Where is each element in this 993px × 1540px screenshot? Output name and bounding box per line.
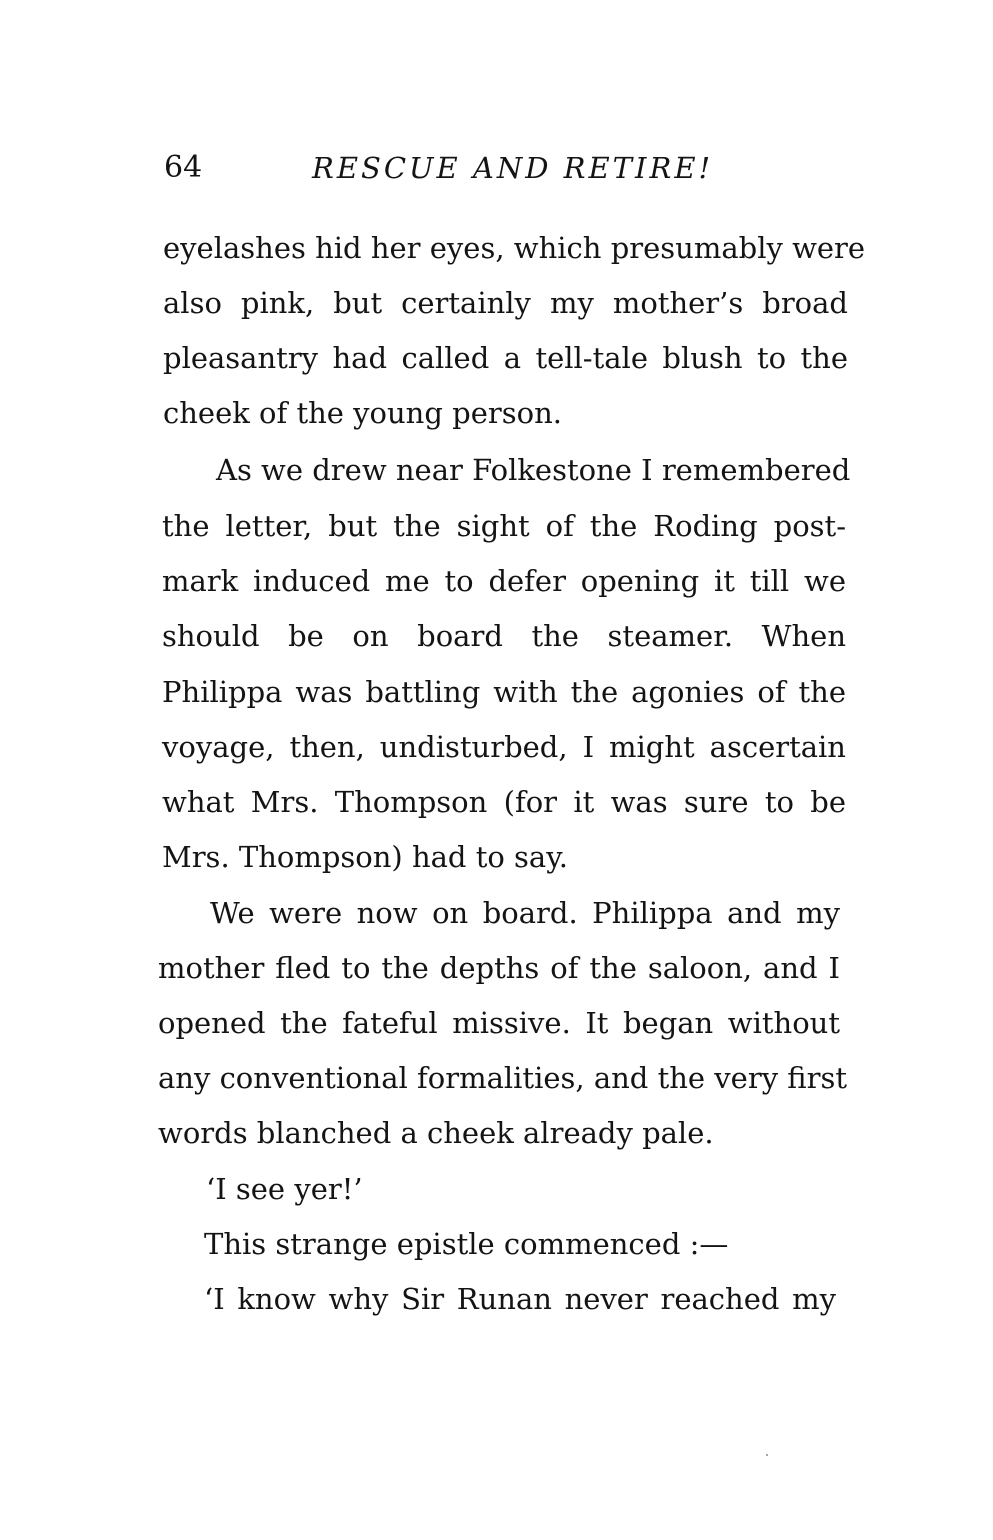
text-line: mother fled to the depths of the saloon, and I <box>158 951 840 985</box>
text-line: opened the fateful missive. It began without <box>158 1006 840 1040</box>
running-title: RESCUE AND RETIRE! <box>312 151 714 185</box>
text-line: Mrs. Thompson) had to say. <box>162 840 568 874</box>
text-line: mark induced me to defer opening it till we <box>162 564 846 598</box>
scan-speck <box>766 1454 768 1456</box>
text-line: what Mrs. Thompson (for it was sure to be <box>162 785 846 819</box>
text-line: eyelashes hid her eyes, which presumably were <box>163 231 866 265</box>
text-line: words blanched a cheek already pale. <box>158 1116 714 1150</box>
text-line: also pink, but certainly my mother’s broad <box>163 286 848 320</box>
page-number: 64 <box>164 150 203 185</box>
text-line: the letter, but the sight of the Roding post- <box>162 509 846 543</box>
text-line: ‘I see yer!’ <box>206 1172 363 1206</box>
text-line: voyage, then, undisturbed, I might ascertain <box>162 730 846 764</box>
text-line: As we drew near Folkestone I remembered <box>216 453 851 487</box>
text-line: This strange epistle commenced :— <box>204 1227 729 1261</box>
text-line: We were now on board. Philippa and my <box>210 896 840 930</box>
text-line: should be on board the steamer. When <box>162 619 846 653</box>
text-line: any conventional formalities, and the very first <box>158 1061 848 1095</box>
text-line: cheek of the young person. <box>163 396 562 430</box>
text-line: ‘I know why Sir Runan never reached my <box>204 1282 836 1316</box>
text-line: pleasantry had called a tell-tale blush to the <box>163 341 848 375</box>
text-line: Philippa was battling with the agonies of the <box>162 675 846 709</box>
